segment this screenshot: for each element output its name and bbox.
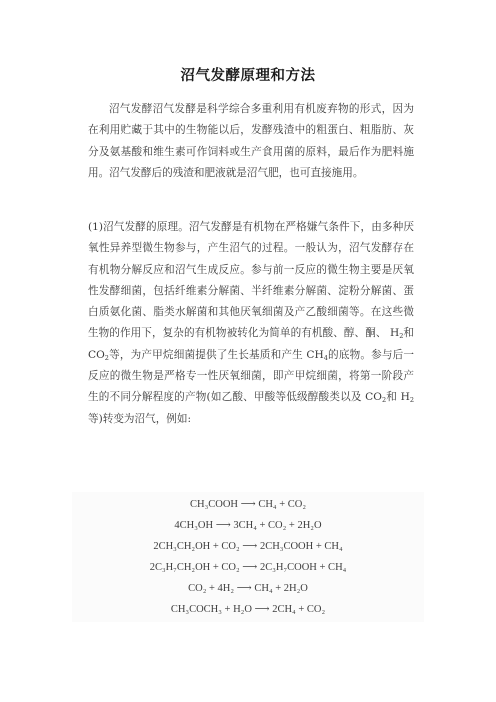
principle-text-4: 的底物。参与后一反应的微生物是严格专一性厌氧细菌，即产甲烷细菌，将第一阶段产生的不同分解程度的产物(如乙酸、甲酸等低级醇酸类以及 CO [88,348,415,404]
subscript-co2-b: 2 [381,396,387,405]
principle-text-3: 等，为产甲烷细菌提供了生长基质和产生 CH [108,348,324,361]
equation-acetate: CH₃COOH ⟶ CH₄ + CO₂ [190,499,306,510]
subscript-ch4: 4 [323,353,328,362]
document-title: 沼气发酵原理和方法 [180,68,316,84]
equation-ethanol: 2CH₃CH₂OH + CO₂ ⟶ 2CH₃COOH + CH₄ [153,541,343,552]
subscript-co2: 2 [104,353,109,362]
equation-acetone: CH₃COCH₃ + H₂O ⟶ 2CH₄ + CO₂ [170,604,326,615]
equation-methanol: 4CH₃OH ⟶ 3CH₄ + CO₂ + 2H₂O [174,520,322,531]
equation-butanol: 2C₃H₇CH₂OH + CO₂ ⟶ 2C₃H₇COOH + CH₄ [149,562,347,573]
principle-text-1: (1)沼气发酵的原理。沼气发酵是有机物在严格嫌气条件下，由多种厌氧性异养型微生物参与，产生沼气的过程。一般认为，沼气发酵存在有机物分解反应和沼气生成反应。参与前一反应的微生物主要是厌氧性发酵细菌，包括纤维素分解菌、半纤维素分解菌、淀粉分解菌、蛋白质氨化菌、脂类水解菌和其他厌氧细菌及产乙酸细菌等。在这些微生物的作用下，复杂的有机物被转化为简单的有机酸、醇、酮、 H [88,221,414,340]
equations-figure [72,492,424,622]
principle-text-5: 和 H [386,391,410,404]
principle-paragraph [88,217,414,430]
intro-paragraph: 沼气发酵沼气发酵是科学综合多重利用有机废弃物的形式，因为在利用贮藏于其中的生物能以后，发酵残渣中的粗蛋白、粗脂肪、灰分及氨基酸和维生素可作饲料或生产食用菌的原料，最后作为肥料施用。沼气发酵后的残渣和肥液就是沼气肥，也可直接施用。 [88,103,414,179]
subscript-h2-b: 2 [409,396,415,405]
equation-hydrogen: CO₂ + 4H₂ ⟶ CH₄ + 2H₂O [188,583,308,594]
subscript-h2: 2 [399,332,404,341]
principle-text-6: 等)转变为沼气，例如: [88,412,192,425]
principle-text-2: 和 CO [88,327,415,361]
